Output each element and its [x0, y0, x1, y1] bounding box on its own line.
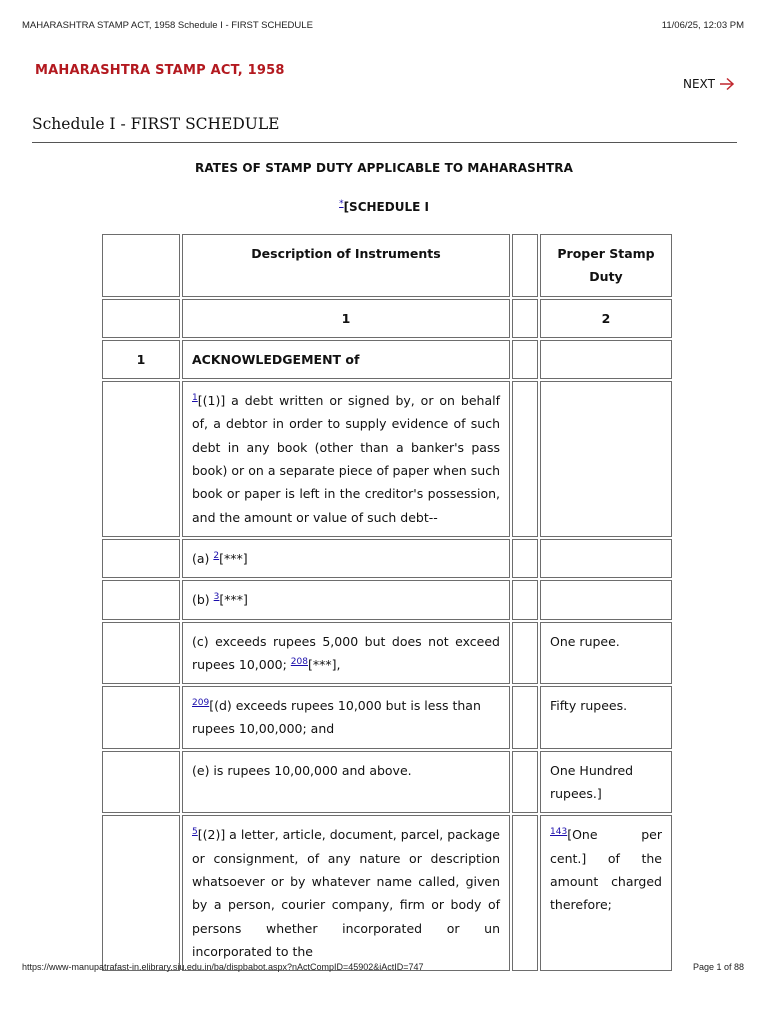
table-cell: [102, 381, 180, 537]
row-description: ACKNOWLEDGEMENT of: [182, 340, 510, 379]
table-row: [102, 580, 672, 619]
table-cell: [512, 686, 538, 749]
table-row: [102, 815, 672, 971]
row-text: [(2)] a letter, article, document, parcel, package or consignment, of any nature or description whatsoever or by whatever name called, given by a person, courier company, firm or body of persons whether incorporated or un incorporated to the: [192, 827, 500, 959]
table-cell: [512, 234, 538, 297]
header-description: Description of Instruments: [182, 234, 510, 297]
table-cell: [512, 580, 538, 619]
footnote-link[interactable]: 3: [213, 592, 220, 603]
row-text: [***]: [219, 592, 248, 608]
col-number-duty: 2: [540, 299, 672, 338]
row-duty: One Hundred rupees.]: [540, 751, 672, 814]
table-row: [102, 340, 672, 379]
row-description: [182, 815, 510, 971]
row-prefix: (a): [192, 550, 214, 566]
column-number-row: [102, 299, 672, 338]
table-row: [102, 751, 672, 814]
next-link[interactable]: [683, 77, 735, 91]
table-cell: [540, 539, 672, 578]
print-header-datetime: 11/06/25, 12:03 PM: [661, 20, 744, 31]
table-cell: [102, 234, 180, 297]
row-duty: Fifty rupees.: [540, 686, 672, 749]
table-cell: [512, 539, 538, 578]
table-row: [102, 381, 672, 537]
table-cell: [512, 381, 538, 537]
schedule-heading: Schedule I - FIRST SCHEDULE: [32, 115, 280, 133]
row-text: [***]: [219, 550, 248, 566]
row-description: [182, 686, 510, 749]
table-cell: [102, 580, 180, 619]
print-header: [22, 20, 744, 34]
row-number: 1: [102, 340, 180, 379]
heading-divider: [32, 142, 737, 143]
table-row: [102, 686, 672, 749]
row-duty: One rupee.: [540, 622, 672, 685]
row-description: [182, 622, 510, 685]
table-cell: [102, 299, 180, 338]
table-cell: [102, 815, 180, 971]
table-cell: [102, 622, 180, 685]
header-duty: Proper Stamp Duty: [540, 234, 672, 297]
table-header-row: [102, 234, 672, 297]
table-cell: [540, 340, 672, 379]
footnote-link[interactable]: 5: [192, 827, 198, 838]
print-header-title: MAHARASHTRA STAMP ACT, 1958 Schedule I - FIRST SCHEDULE: [22, 20, 313, 31]
rates-title: RATES OF STAMP DUTY APPLICABLE TO MAHARASHTRA: [194, 161, 574, 175]
print-footer-url: https://www-manupatrafast-in.elibrary.siu.edu.in/ba/dispbabot.aspx?nActCompID=45902&iActID=747: [22, 962, 424, 972]
table-cell: [102, 751, 180, 814]
table-cell: [102, 539, 180, 578]
print-footer: [22, 962, 744, 976]
schedule-footnote-link[interactable]: *: [339, 199, 344, 209]
footnote-link[interactable]: 208: [290, 656, 308, 667]
row-description: [182, 381, 510, 537]
footnote-link[interactable]: 209: [192, 698, 210, 708]
row-description: [182, 539, 510, 578]
row-text: (c) exceeds rupees 5,000 but does not exceed rupees 10,000;: [192, 633, 500, 672]
act-title: MAHARASHTRA STAMP ACT, 1958: [35, 63, 285, 78]
table-cell: [512, 340, 538, 379]
next-label[interactable]: NEXT: [683, 77, 715, 91]
row-description: (e) is rupees 10,00,000 and above.: [182, 751, 510, 814]
row-description: [182, 580, 510, 619]
footnote-link[interactable]: 1: [192, 393, 198, 404]
table-cell: [512, 815, 538, 971]
footnote-link[interactable]: 2: [213, 550, 220, 561]
arrow-right-icon[interactable]: [719, 77, 735, 91]
table-cell: [512, 622, 538, 685]
schedule-label: [0, 200, 768, 214]
row-duty: [540, 815, 672, 971]
table-cell: [540, 381, 672, 537]
table-row: [102, 539, 672, 578]
row-text-after: [***],: [307, 656, 341, 672]
row-duty-text: [One per cent.] of the amount charged therefore;: [550, 827, 662, 913]
table-cell: [540, 580, 672, 619]
schedule-table: [102, 234, 666, 959]
footnote-link[interactable]: 143: [550, 827, 568, 838]
table-cell: [512, 751, 538, 814]
table-cell: [512, 299, 538, 338]
row-prefix: (b): [192, 592, 214, 608]
row-text: [(d) exceeds rupees 10,000 but is less than rupees 10,00,000; and: [192, 698, 481, 737]
col-number-description: 1: [182, 299, 510, 338]
print-footer-page: Page 1 of 88: [692, 962, 744, 972]
table-cell: [102, 686, 180, 749]
schedule-label-text: [SCHEDULE I: [343, 200, 429, 214]
row-text: [(1)] a debt written or signed by, or on behalf of, a debtor in order to supply evidence of such debt in any book (other than a banker's pass book) or on a separate piece of paper when such book or paper is left in the creditor's possession, and the amount or value of such debt--: [192, 393, 500, 525]
table-row: [102, 622, 672, 685]
